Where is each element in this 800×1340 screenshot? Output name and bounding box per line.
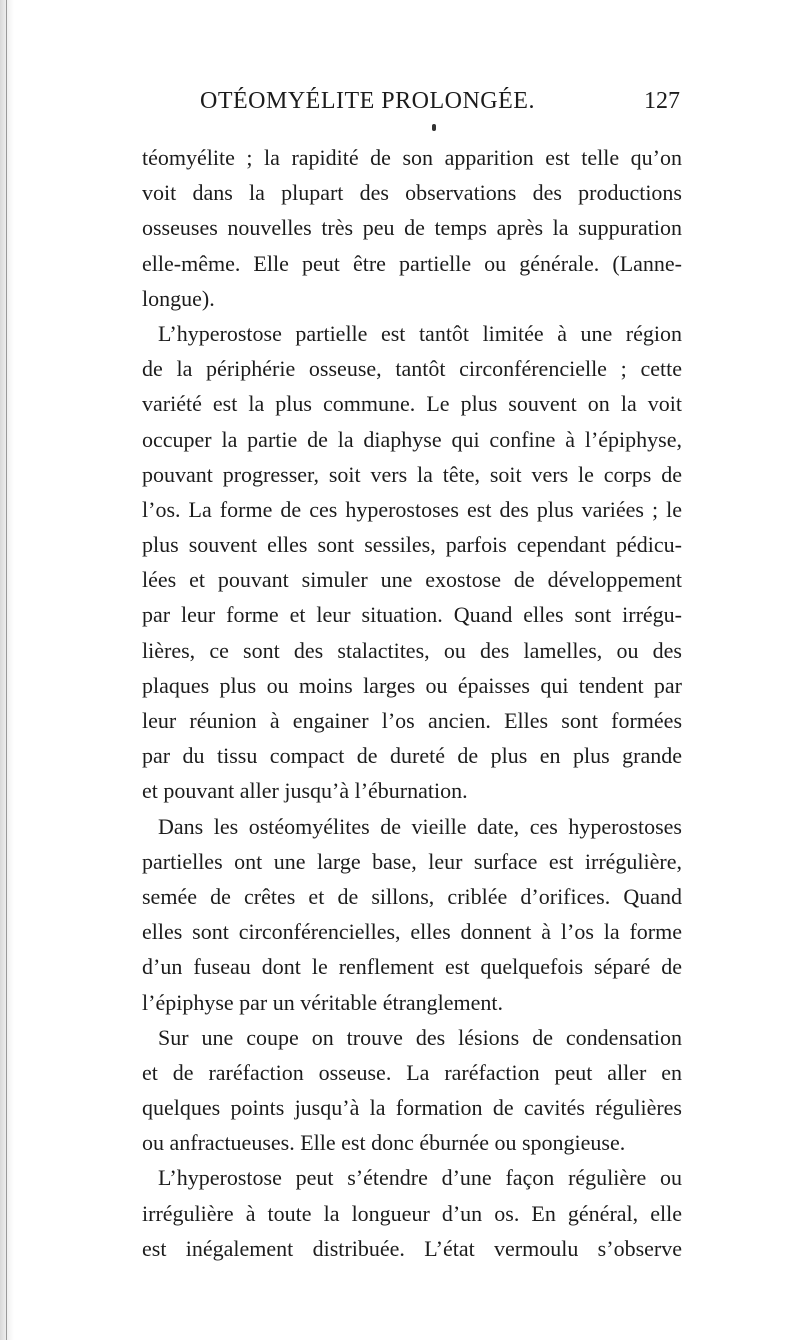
text-line: partielles ont une large base, leur surface est irrégulière,	[142, 848, 682, 874]
text-line: par leur forme et leur situation. Quand elles sont irrégu-	[142, 602, 682, 628]
page-binding-line	[6, 0, 7, 1340]
page-binding-edge	[0, 0, 14, 1340]
text-line: elles sont circonférencielles, elles donnent à l’os la forme	[142, 919, 682, 945]
running-title: OTÉOMYÉLITE PROLONGÉE.	[200, 88, 535, 114]
text-line: d’un fuseau dont le renflement est quelquefois séparé de	[142, 954, 682, 980]
text-line: osseuses nouvelles très peu de temps après la suppuration	[142, 215, 682, 241]
text-line: L’hyperostose partielle est tantôt limitée à une région	[158, 320, 682, 346]
text-line: plus souvent elles sont sessiles, parfois cependant pédicu-	[142, 532, 682, 558]
text-line: l’os. La forme de ces hyperostoses est des plus variées ; le	[142, 496, 682, 522]
text-line: leur réunion à engainer l’os ancien. Elles sont formées	[142, 708, 682, 733]
text-line: variété est la plus commune. Le plus souvent on la voit	[142, 391, 682, 417]
body-text	[142, 140, 682, 1266]
text-line: téomyélite ; la rapidité de son apparition est telle qu’on	[142, 145, 682, 170]
text-line: L’hyperostose peut s’étendre d’une façon régulière ou	[158, 1165, 682, 1191]
text-line: par du tissu compact de dureté de plus en plus grande	[142, 743, 682, 769]
print-speck	[432, 124, 436, 131]
text-line: quelques points jusqu’à la formation de cavités régulières	[142, 1095, 682, 1121]
running-header	[200, 88, 680, 122]
text-line: plaques plus ou moins larges ou épaisses qui tendent par	[142, 672, 682, 698]
text-line: semée de crêtes et de sillons, criblée d’orifices. Quand	[142, 883, 682, 909]
text-line: est inégalement distribuée. L’état vermoulu s’observe	[142, 1235, 682, 1261]
text-line: Dans les ostéomyélites de vieille date, ces hyperostoses	[158, 813, 682, 839]
text-line: l’épiphyse par un véritable étranglement.	[142, 989, 504, 1015]
text-line: pouvant progresser, soit vers la tête, soit vers le corps de	[142, 461, 682, 487]
text-line: elle-même. Elle peut être partielle ou générale. (Lanne-	[142, 250, 682, 276]
text-line: occuper la partie de la diaphyse qui confine à l’épiphyse,	[142, 426, 682, 452]
text-line: lées et pouvant simuler une exostose de développement	[142, 567, 682, 593]
text-line: et pouvant aller jusqu’à l’éburnation.	[142, 778, 468, 804]
text-line: Sur une coupe on trouve des lésions de condensation	[158, 1024, 682, 1050]
text-line: longue).	[142, 285, 215, 311]
text-line: de la périphérie osseuse, tantôt circonférencielle ; cette	[142, 356, 682, 382]
text-line: irrégulière à toute la longueur d’un os. En général, elle	[142, 1200, 682, 1226]
text-line: et de raréfaction osseuse. La raréfaction peut aller en	[142, 1059, 682, 1085]
text-line: lières, ce sont des stalactites, ou des lamelles, ou des	[142, 637, 682, 663]
text-line: voit dans la plupart des observations des productions	[142, 180, 682, 206]
page-number: 127	[644, 88, 680, 114]
text-line: ou anfractueuses. Elle est donc éburnée ou spongieuse.	[142, 1130, 626, 1156]
